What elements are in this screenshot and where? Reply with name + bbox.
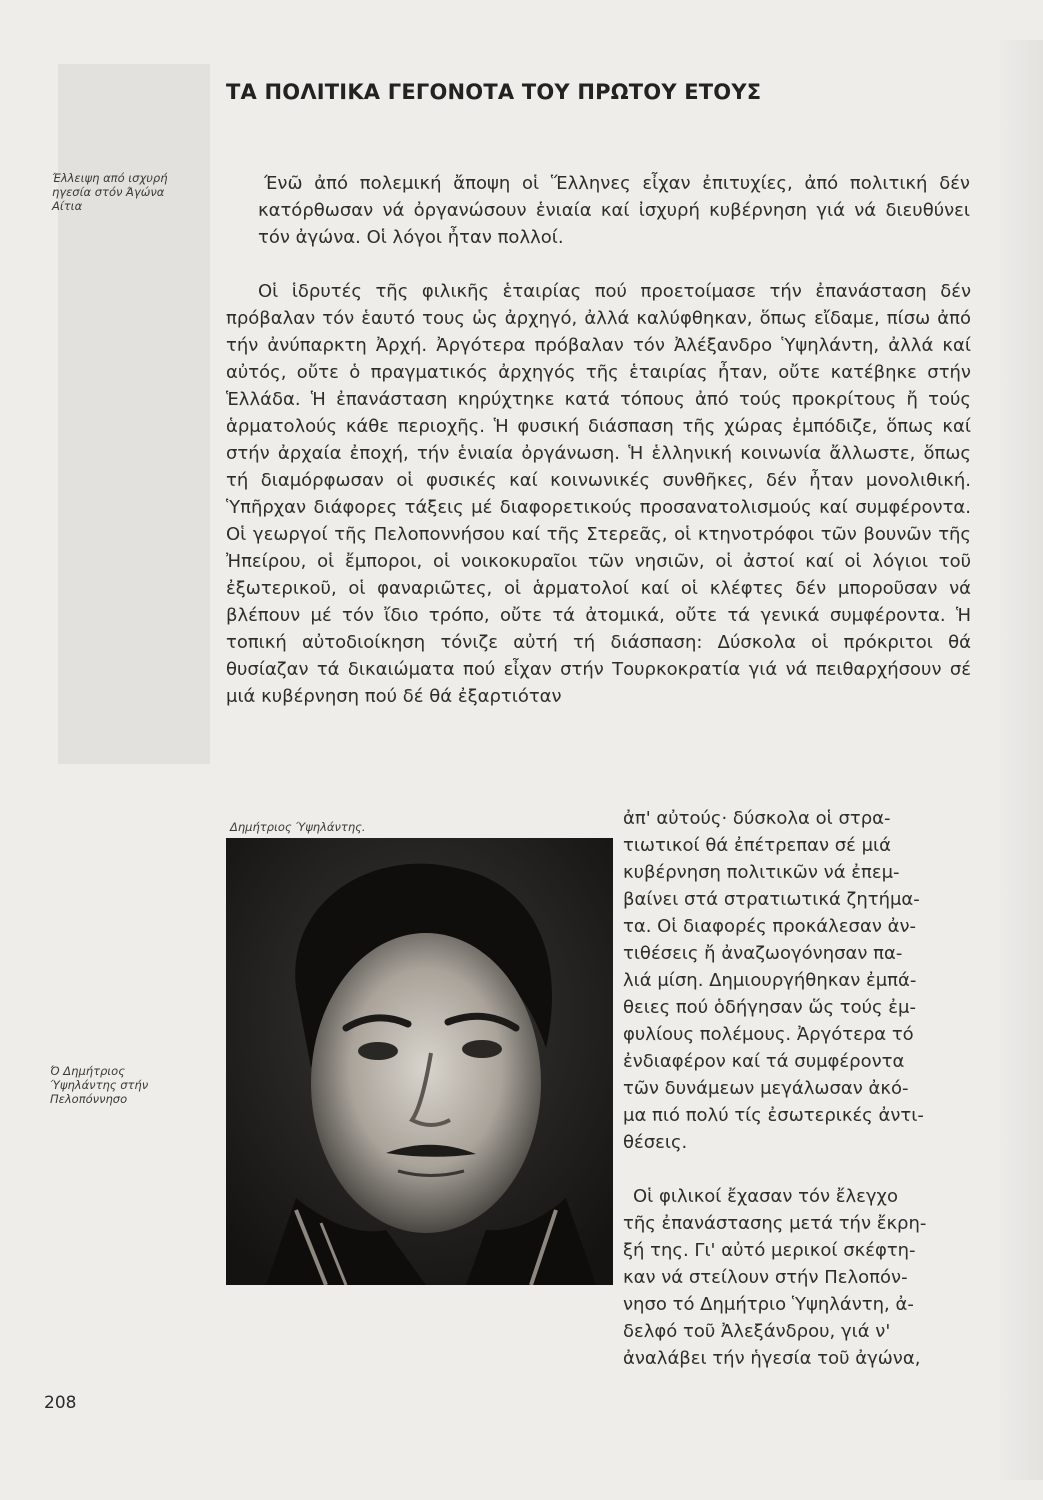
page-number: 208: [44, 1393, 77, 1413]
paragraph-3-line: λιά μίση. Δημιουργήθηκαν ἐμπά-: [623, 970, 917, 991]
paragraph-1: Ένῶ ἀπό πολεμική ἄποψη οἱ Ἕλληνες εἶχαν ἐπιτυχίες, ἀπό πολιτική δέν κατόρθωσαν νά ὀργανώσουν ἑνιαία καί ἰσχυρή κυβέρνηση γιά νά διευθύνει τόν ἀγώνα. Οἱ λόγοι ἦταν πολλοί.: [258, 173, 970, 248]
paragraph-3-line: βαίνει στά στρατιωτικά ζητήμα-: [623, 889, 920, 910]
paragraph-3-line: ἀπ' αὐτούς· δύσκολα οἱ στρα-: [623, 808, 891, 829]
portrait-illustration: [226, 838, 613, 1285]
paragraph-3-line: τα. Οἱ διαφορές προκάλεσαν ἀν-: [623, 916, 917, 937]
paragraph-3-line: μα πιό πολύ τίς ἐσωτερικές ἀντι-: [623, 1105, 924, 1126]
paragraph-3-line: τῶν δυνάμεων μεγάλωσαν ἀκό-: [623, 1078, 909, 1099]
paragraph-3-line: τιθέσεις ἤ ἀναζωογόνησαν πα-: [623, 943, 903, 964]
paragraph-4-line: ξή της. Γι' αὐτό μερικοί σκέφτη-: [623, 1240, 916, 1261]
paragraph-4-line: νησο τό Δημήτριο Ὑψηλάντη, ἀ-: [623, 1294, 914, 1315]
paragraph-2: Οἱ ἱδρυτές τῆς φιλικῆς ἑταιρίας πού προετοίμασε τήν ἐπανάσταση δέν πρόβαλαν τόν ἑαυτό τους ὡς ἀρχηγό, ἀλλά καλύφθηκαν, ὅπως εἴδαμε, πίσω ἀπό τήν ἀνύπαρκτη Ἀρχή. Ἀργότερα πρόβαλαν τόν Ἀλέξανδρο Ὑψηλάντη, ἀλλά καί αὐτός, οὔτε ὁ πραγματικός ἀρχηγός τῆς ἑταιρίας ἦταν, οὔτε κατέβηκε στήν Ἑλλάδα. Ἡ ἐπανάσταση κηρύχτηκε κατά τόπους ἀπό τούς προκρίτους ἤ τούς ἁρματολούς κάθε περιοχῆς. Ἡ φυσική διάσπαση τῆς χώρας ἐμπόδιζε, ὅπως καί στήν ἀρχαία ἐποχή, τήν ἑνιαία ὀργάνωση. Ἡ ἑλληνική κοινωνία ἄλλωστε, ὅπως τή διαμόρφωσαν οἱ φυσικές καί κοινωνικές συνθῆκες, δέν ἦταν μονολιθική. Ὑπῆρχαν διάφορες τάξεις μέ διαφορετικούς προσανατολισμούς καί συμφέροντα. Οἱ γεωργοί τῆς Πελοποννήσου καί τῆς Στερεᾶς, οἱ κτηνοτρόφοι τῶν βουνῶν τῆς Ἠπείρου, οἱ ἔμποροι, οἱ νοικοκυραῖοι τῶν νησιῶν, οἱ ἀστοί καί οἱ λόγιοι τοῦ ἐξωτερικοῦ, οἱ φαναριῶτες, οἱ ἁρματολοί καί οἱ κλέφτες δέν μποροῦσαν νά βλέπουν μέ τόν ἴδιο τρόπο, οὔτε τά ἀτομικά, οὔτε τά γενικά συμφέροντα. Ἡ τοπική αὐτοδιοίκηση τόνιζε αὐτή τή διάσπαση: Δύσκολα οἱ πρόκριτοι θά θυσίαζαν τά δικαιώματα πού εἶχαν στήν Τουρκοκρατία γιά νά πειθαρχήσουν σέ μιά κυβέρνηση πού δέ θά ἐξαρτιόταν: [226, 281, 971, 707]
bleed-through-strip: [1000, 40, 1043, 1480]
paragraph-4-line: καν νά στείλουν στήν Πελοπόν-: [623, 1267, 908, 1288]
page-title: ΤΑ ΠΟΛΙΤΙΚΑ ΓΕΓΟΝΟΤΑ ΤΟΥ ΠΡΩΤΟΥ ΕΤΟΥΣ: [226, 80, 762, 104]
portrait-image: [226, 838, 613, 1285]
paragraph-4-line: Οἱ φιλικοί ἔχασαν τόν ἔλεγχο: [633, 1186, 898, 1207]
portrait-caption: Δημήτριος Ύψηλάντης.: [230, 820, 366, 834]
paragraph-4-line: ἀναλάβει τήν ἡγεσία τοῦ ἀγώνα,: [623, 1348, 921, 1369]
paragraph-3-line: θέσεις.: [623, 1132, 688, 1153]
paragraph-3: [623, 805, 971, 1156]
paragraph-4: [623, 1183, 971, 1372]
paragraph-3-line: τιωτικοί θά ἐπέτρεπαν σέ μιά: [623, 835, 891, 856]
side-note-leadership: Έλλειψη από ισχυρή ηγεσία στόν Άγώνα Αίτια: [52, 171, 168, 213]
side-note-ypsilantis: Ό Δημήτριος Ύψηλάντης στήν Πελοπόννησο: [50, 1064, 149, 1106]
paragraph-3-line: κυβέρνηση πολιτικῶν νά ἐπεμ-: [623, 862, 900, 883]
paragraph-4-line: τῆς ἐπανάστασης μετά τήν ἔκρη-: [623, 1213, 927, 1234]
paragraph-4-line: δελφό τοῦ Ἀλεξάνδρου, γιά ν': [623, 1321, 891, 1342]
paragraph-3-line: θειες πού ὁδήγησαν ὥς τούς ἐμ-: [623, 997, 916, 1018]
paragraph-3-line: φυλίους πολέμους. Ἀργότερα τό: [623, 1024, 914, 1045]
paragraph-3-line: ἐνδιαφέρον καί τά συμφέροντα: [623, 1051, 905, 1072]
margin-panel: [58, 64, 210, 764]
